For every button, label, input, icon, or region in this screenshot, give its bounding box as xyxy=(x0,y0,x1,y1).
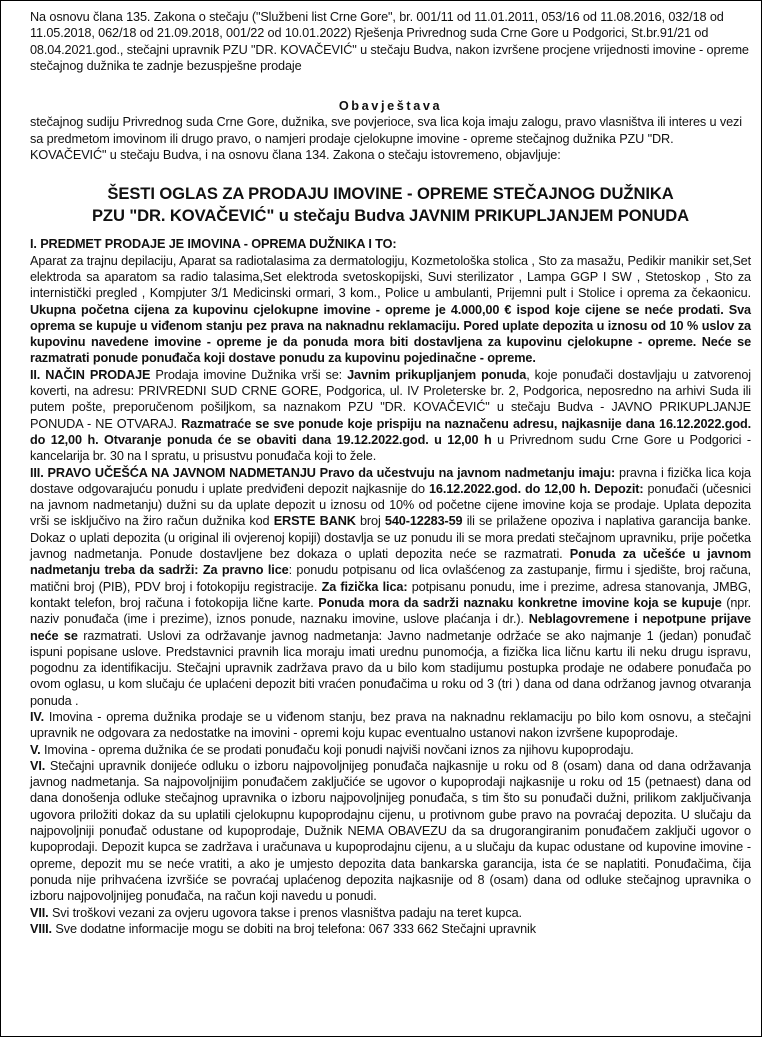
section-1-items: Aparat za trajnu depilaciju, Aparat sa radiotalasima za dermatologiju, Kozmetološka stolica , Sto za masažu, Pedikir manikir set,Set elektroda sa aparatom sa radio talasima,Set elektroda svetoskopijski, Suvi sterilizator , Lampa GGP I SW , Stetoskop , Sto za internistički pregled , Kompjuter 3/1 Medicinski ormari, 3 kom., Police u ambulanti, Prijemni pult i Stolice i oprema za čekaonicu. xyxy=(30,253,751,301)
section-8-label: VIII. xyxy=(30,921,52,936)
section-3-text-4: ili se prilažene opoziva i naplativa garancija banke. Dokaz o uplati depozita (u original ili ovjerenoj kopiji) dostavlja se uz ponudu ili se mora predati stečajnom upravniku, prije početka javnog nadmetanja. Ponude dostavljene bez dokaza o uplati depozita neće se razmatrati. xyxy=(30,514,751,562)
section-3-bold-7: Ponuda mora da sadrži naznaku konkretne imovine koja se kupuje xyxy=(318,595,722,610)
section-4-label: IV. xyxy=(30,709,44,724)
section-6-text: Stečajni upravnik donijeće odluku o izboru najpovoljnijeg ponuđača najkasnije u roku od 8 (osam) dana od dana održavanja javnog nadmetanja. Sa najpovoljnijim ponuđačem zaključiće se ugovor o kupoprodaji najkasnije u roku od 15 (petnaest) dana od dana donošenja odluke stečajnog upravnika o izboru najpovoljnijeg ponuđača, s tim što su ponuđači dužni, prilikom zaključivanja ugovora priložiti dokaz da su uplatili cjelokupnu kupoprodajnu cijenu, u protivnom gube pravo na povraćaj depozita. U slučaju da najpovoljniji ponuđač odustane od kupoprodaje, Dužnik NEMA OBAVEZU da sa drugorangiranim ponuđačem zaključi ugovor o kupoprodaji. Depozit kupca se zadržava i uračunava u kupoprodajnu cijenu, a u slučaju da kupac odustane od kupovine imovine - opreme, depozit mu se neće vratiti, a ako je umjesto depozita data bankarska garancija, ista će se naplatiti. Ponuđačima, čija ponuda nije prihvaćena izvršiće se povraćaj uplaćenog depozita najkasnije od 8 (osam) dana od odluke stečajnog upravnika o izboru najpovoljnijeg ponuđača, na račun koji navedu u ponudi. xyxy=(30,758,751,904)
section-2-text-1: Prodaja imovine Dužnika vrši se: xyxy=(150,367,348,382)
section-2-text-2: , koje ponuđači dostavljaju u zatvorenoj koverti, na adresu: PRIVREDNI SUD CRNE GORE, Podgorica, ul. IV Proleterske br. 2, Podgorica, neposredno na arhivi Suda ili putem pošte, preporučenom pošiljkom, sa naznakom PZU "DR. KOVAČEVIĆ" u stečaju Budva - JAVNO PRIKUPLJANJE PONUDA - NE OTVARAJ. xyxy=(30,367,751,431)
section-2-text-3: u Privrednom sudu Crne Gore u Podgorici - kancelarija br. 30 na I spratu, u prisustvu ponuđača koji to žele. xyxy=(30,432,751,464)
section-8-text: Sve dodatne informacije mogu se dobiti na broj telefona: 067 333 662 Stečajni upravnik xyxy=(51,921,536,936)
section-3-text-2: ponuđači (učesnici na javnom nadmetanju) dužni su da uplate depozit u iznosu od 10% od početne cijene imovine koja se prodaje. Uplata depozita vrši se isključivo na žiro račun dužnika kod xyxy=(30,481,751,529)
section-3-text-1: pravna i fizička lica koja dostave odgovarajuću ponudu i uplate predviđeni depozit najkasnije do xyxy=(30,465,751,496)
section-8 xyxy=(30,921,751,937)
section-4-text: Imovina - oprema dužnika prodaje se u viđenom stanju, bez prava na naknadnu reklamaciju po bilo kom osnovu, a stečajni upravnik ne odgovara za nedostatke na imovini - opremi koju kupac eventualno ustanovi nakon izvršene kupoprodaje. xyxy=(30,709,751,741)
intro-paragraph: Na osnovu člana 135. Zakona o stečaju ("Službeni list Crne Gore", br. 001/11 od 11.01.2011, 053/16 od 11.08.2016, 032/18 od 11.05.2018, 062/18 od 21.09.2018, 001/22 od 10.01.2022) Rješenja Privrednog suda Crne Gore u Podgorici, St.br.91/21 od 08.04.2021.god., stečajni upravnik PZU "DR. KOVAČEVIĆ" u stečaju Budva, nakon izvršene procjene vrijednosti imovine - opreme stečajnog dužnika te zadnje bezuspješne prodaje xyxy=(30,10,749,73)
section-3-bold-6: Za fizička lica: xyxy=(321,579,408,594)
section-1-body xyxy=(30,253,751,367)
section-3-text-7: (npr. naziv ponuđača (ime i prezime), iznos ponude, naznaku imovine, uslove plaćanja i dr.). xyxy=(30,595,751,627)
section-2 xyxy=(30,367,751,465)
section-3-text-6: potpisanu ponudu, ime i prezime, adresa stanovanja, JMBG, kontakt telefon, broj računa i fotokopija lične karte. xyxy=(30,579,751,610)
section-7-text: Svi troškovi vezani za ovjeru ugovora takse i prenos vlasništva padaju na teret kupca. xyxy=(48,905,522,920)
section-3-text-5: : ponudu potpisanu od lica ovlašćenog za zastupanje, firmu i sjedište, broj računa, matični broj (PIB), PDV broj i fotokopiju registracije. xyxy=(30,563,751,594)
section-3-bold-1: III. PRAVO UČEŠĆA NA JAVNOM NADMETANJU Pravo da učestvuju na javnom nadmetanju imaju: xyxy=(30,465,616,480)
section-5 xyxy=(30,742,751,758)
headline-line-1: ŠESTI OGLAS ZA PRODAJU IMOVINE - OPREME STEČAJNOG DUŽNIKA xyxy=(107,184,674,204)
section-3-text-8: razmatrati. Uslovi za održavanje javnog nadmetanja: Javno nadmetanje održaće se ako najmanje 1 (jedan) ponuđač ispuni popisane uslove. Predstavnici pravnih lica moraju imati urednu punomoćja, a fizička lica ličnu kartu ili neku drugu ispravu, pogodnu za identifikaciju. Stečajni upravnik zadržava pravo da u bilo kom stadijumu postupka prodaje ne odabere ponuđača po ovom oglasu, u kom slučaju će uplaćeni depozit biti vraćen ponuđačima u roku od 3 (tri ) dana od dana održanog javnog otvaranja ponuda . xyxy=(30,628,751,708)
section-2-bold-2: Razmatraće se sve ponude koje prispiju na naznačenu adresu, najkasnije dana 16.12.2022.god. do 12,00 h. Otvaranje ponuda će se obaviti dana 19.12.2022.god. u 12,00 h xyxy=(30,416,752,447)
section-1-title: I. PREDMET PRODAJE JE IMOVINA - OPREMA DUŽNIKA I TO: xyxy=(30,237,397,252)
section-3-bold-5: Ponuda za učešće u javnom nadmetanju treba da sadrži: Za pravno lice xyxy=(30,547,752,578)
section-3 xyxy=(30,465,751,709)
section-7-label: VII. xyxy=(30,905,49,920)
section-3-text-3: broj xyxy=(355,514,385,529)
section-2-bold-1: Javnim prikupljanjem ponuda xyxy=(347,367,527,382)
section-3-bold-8: Neblagovremene i nepotpune prijave neće se xyxy=(30,612,751,643)
notice-heading: Obavještava xyxy=(338,99,443,114)
section-5-text: Imovina - oprema dužnika će se prodati ponuđaču koji ponudi najviši novčani iznos za njihovu kupoprodaju. xyxy=(40,742,634,757)
section-3-bank-name: ERSTE BANK xyxy=(273,514,356,529)
notice-paragraph: stečajnog sudiju Privrednog suda Crne Gore, dužnika, sve povjerioce, sva lica koja imaju zalogu, pravo vlasništva ili interes u vezi sa predmetom imovinom ili drugo pravo, o namjeri prodaje cjelokupne imovine - opreme stečajnog dužnika PZU "DR. KOVAČEVIĆ" u stečaju Budva, i na osnovu člana 134. Zakona o stečaju istovremeno, objavljuje: xyxy=(30,115,742,163)
headline-line-2: PZU "DR. KOVAČEVIĆ" u stečaju Budva JAVNIM PRIKUPLJANJEM PONUDA xyxy=(91,206,690,226)
section-6 xyxy=(30,758,751,905)
section-2-label: II. NAČIN PRODAJE xyxy=(30,367,151,382)
section-3-bold-2: 16.12.2022.god. do 12,00 h. Depozit: xyxy=(428,481,644,496)
headline xyxy=(30,183,751,227)
section-5-label: V. xyxy=(30,742,41,757)
section-7 xyxy=(30,905,751,921)
section-6-label: VI. xyxy=(30,758,46,773)
section-1-terms: Ukupna početna cijena za kupovinu cjelokupne imovine - opreme je 4.000,00 € ispod koje cijene se neće prodati. Sva oprema se kupuje u viđenom stanju pez prava na naknadnu reklamaciju. Pored uplate depozita u iznosu od 10 % uslov za kupovinu navedene imovine - opreme je da ponuda mora biti dostavljena za kupovinu cjelokupne - opreme. Neće se razmatrati ponude ponuđača koji dostave ponudu za kupovinu pojedinačne - opreme. xyxy=(30,302,751,366)
section-4 xyxy=(30,709,751,742)
section-3-account-number: 540-12283-59 xyxy=(384,514,463,529)
